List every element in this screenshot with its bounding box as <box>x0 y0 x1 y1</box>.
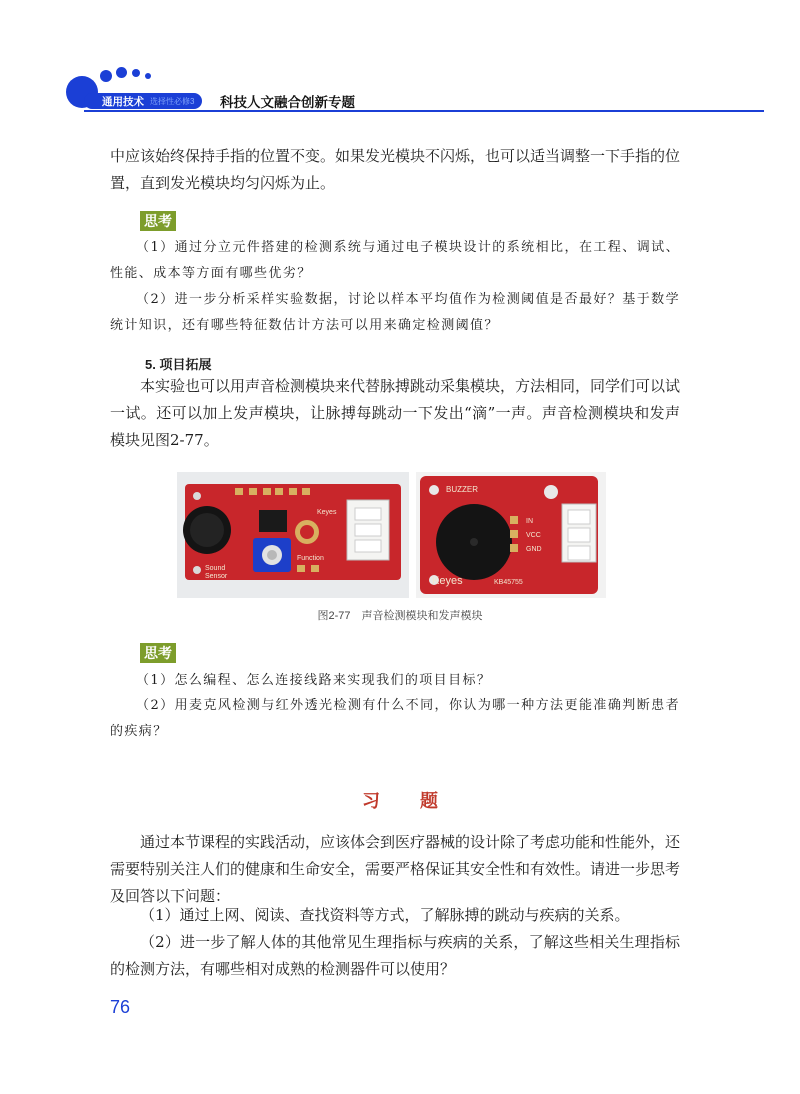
label-keyes: Keyes <box>317 509 337 516</box>
label-function: Function <box>297 555 324 562</box>
exercise-question-2: （2）进一步了解人体的其他常见生理指标与疾病的关系，了解这些相关生理指标的检测方法，有哪些相对成熟的检测器件可以使用？ <box>110 933 680 978</box>
think-question-1: （1）怎么编程、怎么连接线路来实现我们的项目目标？ <box>136 673 492 688</box>
label-pin-vcc: VCC <box>526 532 541 539</box>
header-dot <box>116 67 127 78</box>
think-question-2: （2）进一步分析采样实验数据，讨论以样本平均值作为检测阈值是否最好？基于数学统计知识，还有哪些特征数估计方法可以用来确定检测阈值？ <box>110 292 680 333</box>
exercise-question-1: （1）通过上网、阅读、查找资料等方式，了解脉搏的跳动与疾病的关系。 <box>140 906 630 924</box>
header-dot <box>132 69 140 77</box>
header-tag-main: 通用技术 <box>102 95 144 108</box>
header-tag-sub: 选择性必修3 <box>150 96 195 106</box>
section-paragraph: 本实验也可以用声音检测模块来代替脉搏跳动采集模块，方法相同，同学们可以试一试。还可以加上发声模块，让脉搏每跳动一下发出“滴”一声。声音检测模块和发声模块见图2-77。 <box>110 377 681 449</box>
exercise-intro: 通过本节课程的实践活动，应该体会到医疗器械的设计除了考虑功能和性能外，还需要特别关注人们的健康和生命安全，需要严格保证其安全性和有效性。请进一步思考及回答以下问题： <box>110 833 681 905</box>
section-heading: 5. 项目拓展 <box>145 357 212 372</box>
paragraph-continued: 中应该始终保持手指的位置不变。如果发光模块不闪烁，也可以适当调整一下手指的位置，直到发光模块均匀闪烁为止。 <box>110 147 681 192</box>
label-pin-gnd: GND <box>526 546 542 553</box>
label-pin-in: IN <box>526 518 533 525</box>
label-sound: Sound <box>205 565 226 572</box>
page-number: 76 <box>110 997 131 1017</box>
think-question-2: （2）用麦克风检测与红外透光检测有什么不同，你认为哪一种方法更能准确判断患者的疾病？ <box>110 698 680 739</box>
think-badge: 思考 <box>140 211 176 231</box>
header-rule <box>84 110 764 112</box>
label-model: KB45755 <box>494 579 523 586</box>
exercise-title: 习题 <box>362 791 478 811</box>
header-title: 科技人文融合创新专题 <box>220 95 355 110</box>
header-tag <box>84 93 202 109</box>
figure-caption: 图2-77 声音检测模块和发声模块 <box>317 610 483 622</box>
think-badge: 思考 <box>140 643 176 663</box>
think-question-1: （1）通过分立元件搭建的检测系统与通过电子模块设计的系统相比，在工程、调试、性能、成本等方面有哪些优劣？ <box>110 240 680 281</box>
label-brand: Keyes <box>432 575 463 587</box>
header-dot <box>100 70 112 82</box>
buzzer-module-image <box>416 472 606 598</box>
label-buzzer: BUZZER <box>446 485 478 494</box>
sound-sensor-module-image <box>177 472 409 598</box>
header-dot <box>145 73 151 79</box>
label-sensor: Sensor <box>205 573 228 580</box>
